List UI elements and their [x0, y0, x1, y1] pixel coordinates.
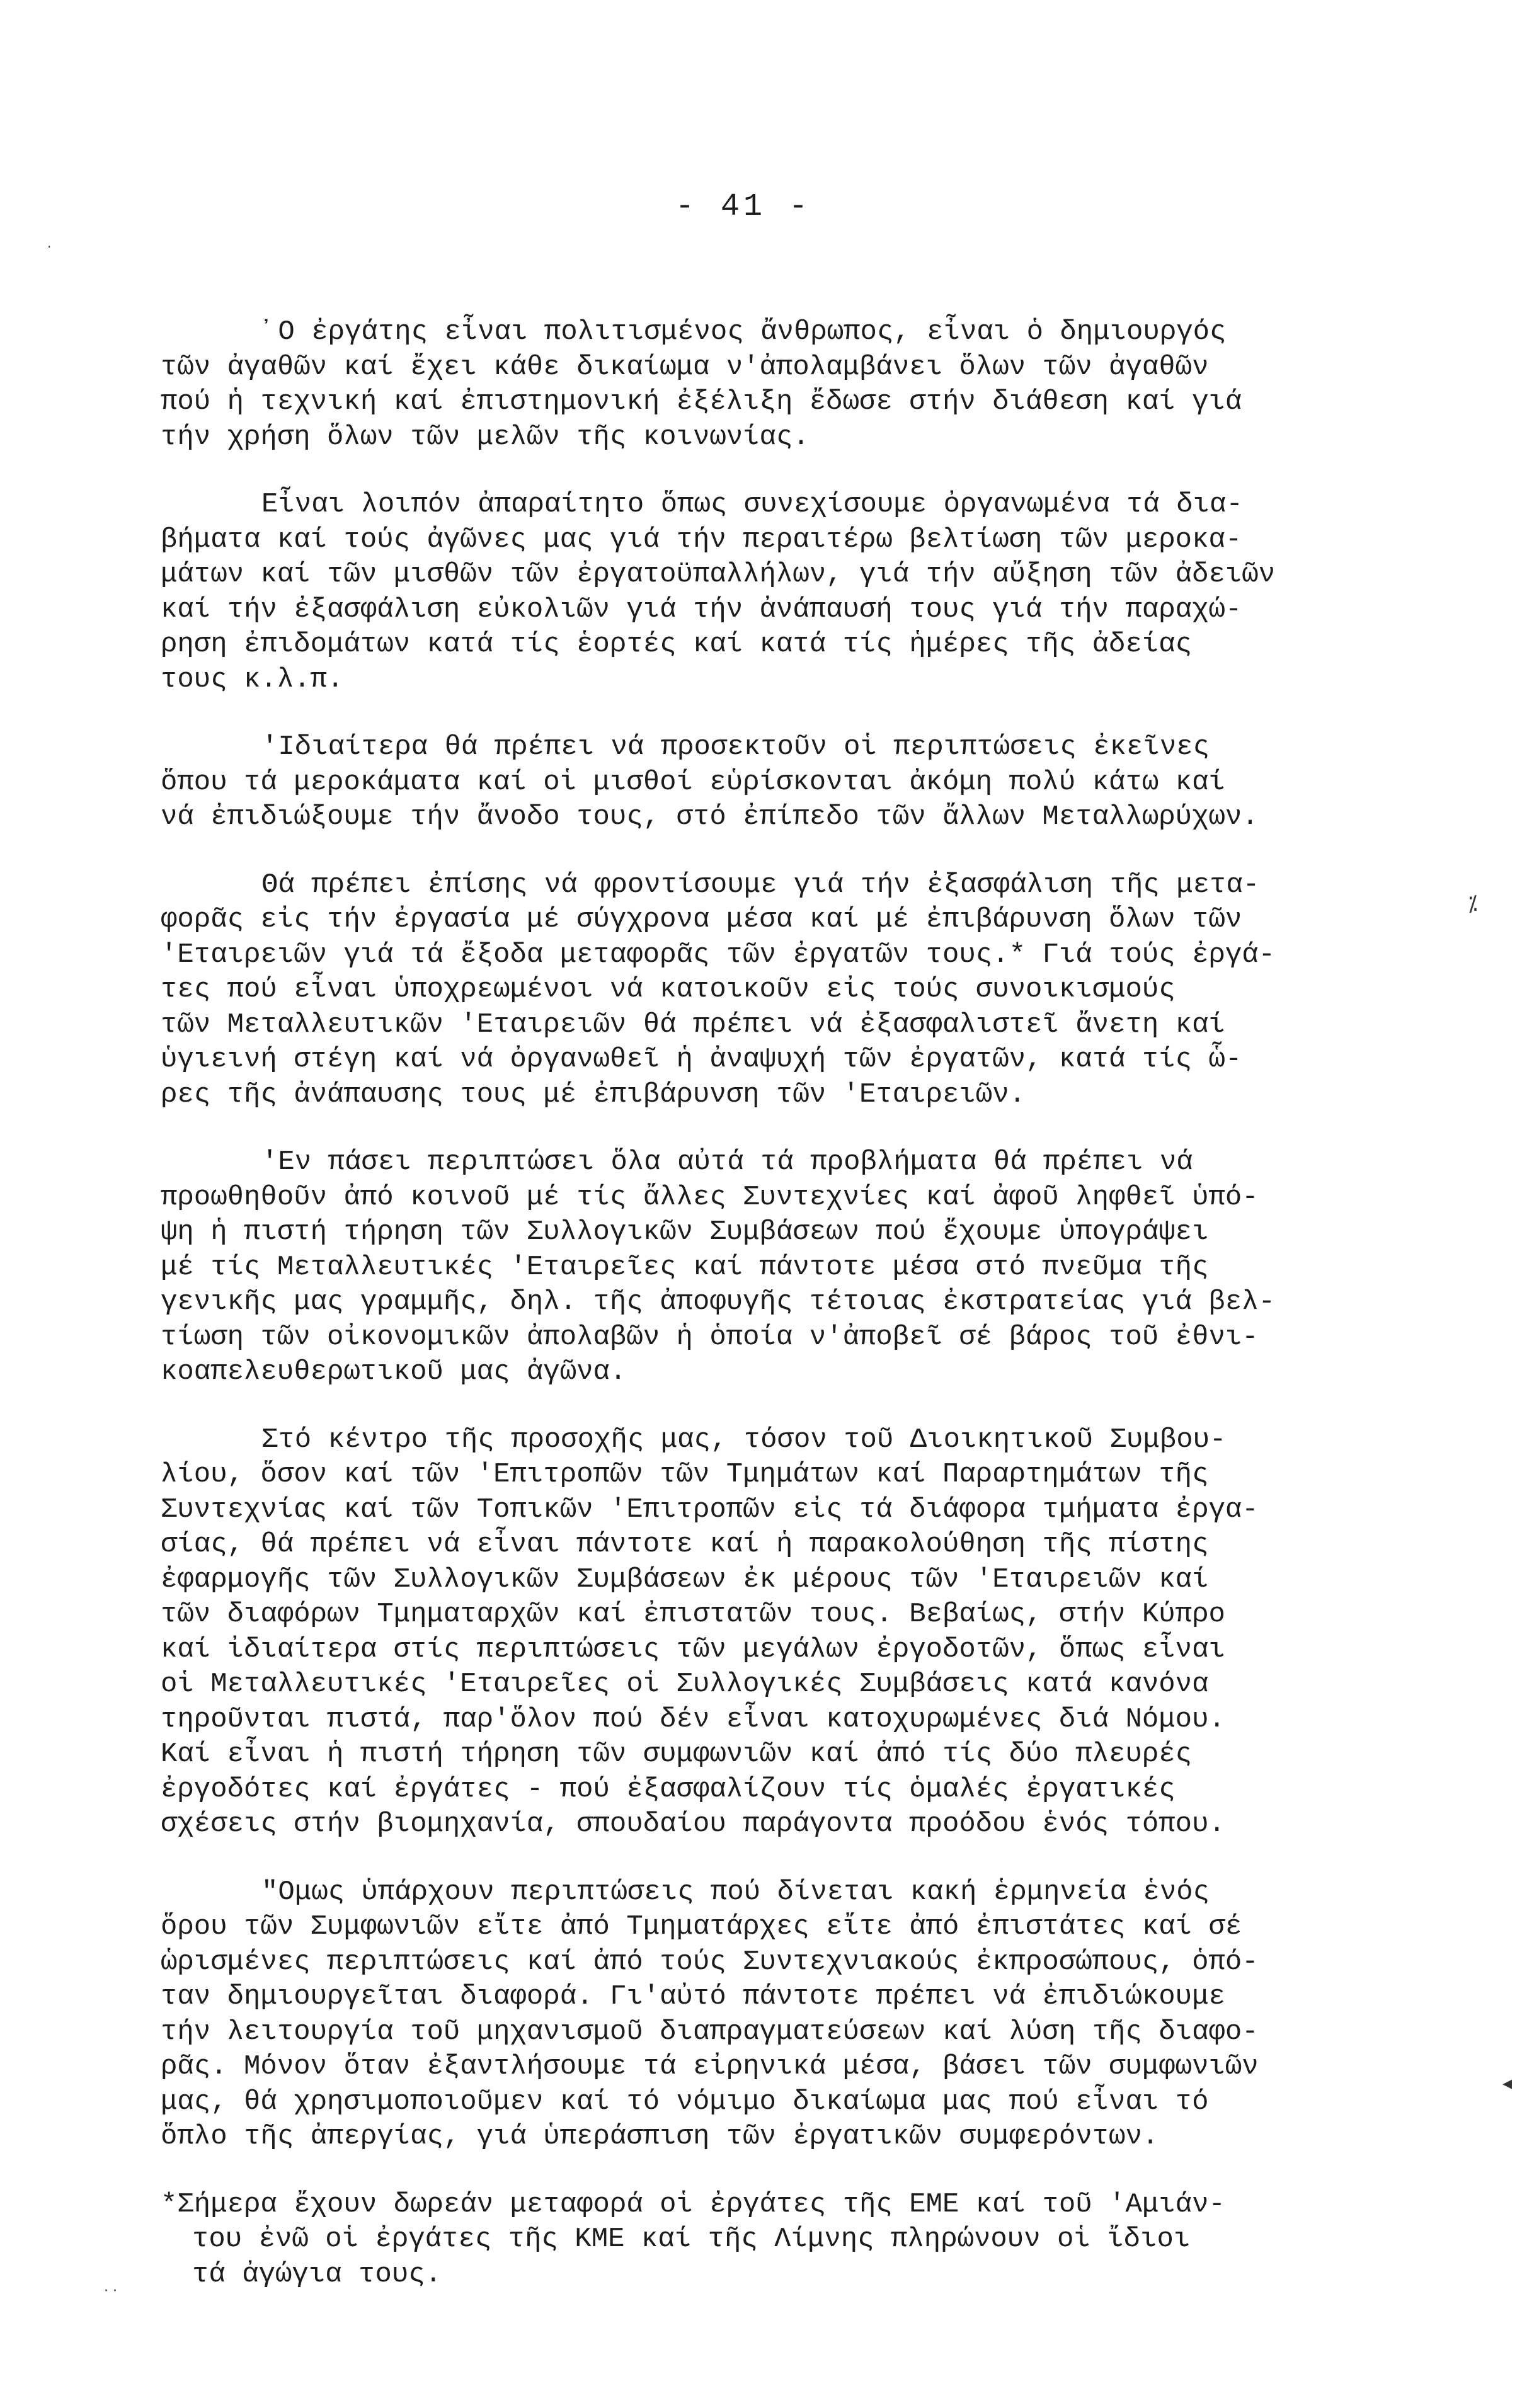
paragraph-5 — [161, 1145, 1458, 1390]
text-line: τήν λειτουργία τοῦ μηχανισμοῦ διαπραγματεύσεων καί λύση τῆς διαφο- — [161, 2016, 1259, 2048]
text-line: καί τήν ἐξασφάλιση εὐκολιῶν γιά τήν ἀνάπαυσή τους γιά τήν παραχώ- — [161, 593, 1242, 625]
text-line: μέ τίς Μεταλλευτικές 'Εταιρεῖες καί πάντοτε μέσα στό πνεῦμα τῆς — [161, 1251, 1209, 1283]
text-line: Εἶναι λοιπόν ἀπαραίτητο ὅπως συνεχίσουμε ὀργανωμένα τά δια- — [261, 489, 1243, 520]
text-line: καί ἰδιαίτερα στίς περιπτώσεις τῶν μεγάλων ἐργοδοτῶν, ὅπως εἶναι — [161, 1633, 1225, 1665]
text-line: 'Εταιρειῶν γιά τά ἔξοδα μεταφορᾶς τῶν ἐργατῶν τους.* Γιά τούς ἐργά- — [161, 939, 1276, 971]
text-line: σίας, θά πρέπει νά εἶναι πάντοτε καί ἡ παρακολούθηση τῆς πίστης — [161, 1529, 1209, 1560]
text-line: ὅπου τά μεροκάματα καί οἱ μισθοί εὑρίσκονται ἀκόμη πολύ κάτω καί — [161, 766, 1225, 798]
text-line: ᾿Ο ἐργάτης εἶναι πολιτισμένος ἄνθρωπος, εἶναι ὁ δημιουργός — [261, 316, 1227, 348]
margin-dot-mark: · · — [104, 2283, 117, 2299]
footnote-line: τά ἀγώγια τους. — [192, 2258, 442, 2290]
text-line: λίου, ὅσον καί τῶν 'Επιτροπῶν τῶν Τμημάτων καί Παραρτημάτων τῆς — [161, 1459, 1209, 1490]
text-line: ψη ἡ πιστή τήρηση τῶν Συλλογικῶν Συμβάσεων πού ἔχουμε ὑπογράψει — [161, 1216, 1209, 1248]
text-line: τῶν Μεταλλευτικῶν 'Εταιρειῶν θά πρέπει νά ἐξασφαλιστεῖ ἄνετη καί — [161, 1008, 1225, 1041]
text-line: μας, θά χρησιμοποιοῦμεν καί τό νόμιμο δικαίωμα μας πού εἶναι τό — [161, 2086, 1209, 2118]
text-line: ἐφαρμογῆς τῶν Συλλογικῶν Συμβάσεων ἐκ μέρους τῶν 'Εταιρειῶν καί — [161, 1563, 1209, 1595]
text-line: νά ἐπιδιώξουμε τήν ἄνοδο τους, στό ἐπίπεδο τῶν ἄλλων Μεταλλωρύχων. — [161, 801, 1259, 833]
text-line: 'Ιδιαίτερα θά πρέπει νά προσεκτοῦν οἱ περιπτώσεις ἐκεῖνες — [261, 731, 1210, 763]
text-line: τῶν ἀγαθῶν καί ἔχει κάθε δικαίωμα ν'ἀπολαμβάνει ὅλων τῶν ἀγαθῶν — [161, 351, 1209, 383]
text-line: ὑγιεινή στέγη καί νά ὀργανωθεῖ ἡ ἀναψυχή τῶν ἐργατῶν, κατά τίς ὧ- — [161, 1044, 1242, 1075]
paragraph-4 — [161, 868, 1458, 1113]
text-line: Καί εἶναι ἡ πιστή τήρηση τῶν συμφωνιῶν καί ἀπό τίς δύο πλευρές — [161, 1738, 1193, 1770]
body-text — [161, 315, 1458, 2292]
text-line: κοαπελευθερωτικοῦ μας ἀγῶνα. — [161, 1356, 627, 1388]
paragraph-1 — [161, 315, 1458, 455]
text-line: τήν χρήση ὅλων τῶν μελῶν τῆς κοινωνίας. — [161, 421, 810, 453]
text-line: "Ομως ὑπάρχουν περιπτώσεις πού δίνεται κακή ἑρμηνεία ἑνός — [261, 1876, 1210, 1908]
text-line: τῶν διαφόρων Τμηματαρχῶν καί ἐπιστατῶν τους. Βεβαίως, στήν Κύπρο — [161, 1599, 1225, 1630]
text-line: Θά πρέπει ἐπίσης νά φροντίσουμε γιά τήν ἐξασφάλιση τῆς μετα- — [261, 869, 1260, 901]
text-line: ταν δημιουργεῖται διαφορά. Γι'αὐτό πάντοτε πρέπει νά ἐπιδιώκουμε — [161, 1981, 1225, 2012]
text-line: οἱ Μεταλλευτικές 'Εταιρεῖες οἱ Συλλογικές Συμβάσεις κατά κανόνα — [161, 1669, 1209, 1700]
text-line: ὅπλο τῆς ἀπεργίας, γιά ὑπεράσπιση τῶν ἐργατικῶν συμφερόντων. — [161, 2121, 1159, 2152]
footnote-line: του ἐνῶ οἱ ἐργάτες τῆς ΚΜΕ καί τῆς Λίμνης πληρώνουν οἱ ἴδιοι — [192, 2223, 1191, 2255]
text-line: ὡρισμένες περιπτώσεις καί ἀπό τούς Συντεχνιακούς ἐκπροσώπους, ὁπό- — [161, 1946, 1259, 1978]
text-line: ὅρου τῶν Συμφωνιῶν εἴτε ἀπό Τμηματάρχες εἴτε ἀπό ἐπιστάτες καί σέ — [161, 1911, 1242, 1943]
text-line: βήματα καί τούς ἀγῶνες μας γιά τήν περαιτέρω βελτίωση τῶν μεροκα- — [161, 523, 1242, 556]
margin-mark: ⁒ — [1468, 891, 1478, 916]
text-line: γενικῆς μας γραμμῆς, δηλ. τῆς ἀποφυγῆς τέτοιας ἐκστρατείας γιά βελ- — [161, 1286, 1276, 1318]
paragraph-3 — [161, 730, 1458, 835]
text-line: ἐργοδότες καί ἐργάτες - πού ἐξασφαλίζουν τίς ὁμαλές ἐργατικές — [161, 1773, 1176, 1805]
footnote — [161, 2188, 1458, 2293]
text-line: ρᾶς. Μόνον ὅταν ἐξαντλήσουμε τά εἰρηνικά μέσα, βάσει τῶν συμφωνιῶν — [161, 2051, 1259, 2082]
text-line: προωθηθοῦν ἀπό κοινοῦ μέ τίς ἄλλες Συντεχνίες καί ἀφοῦ ληφθεῖ ὑπό- — [161, 1181, 1259, 1213]
text-line: τες πού εἶναι ὑποχρεωμένοι νά κατοικοῦν εἰς τούς συνοικισμούς — [161, 974, 1176, 1005]
text-line: μάτων καί τῶν μισθῶν τῶν ἐργατοϋπαλλήλων, γιά τήν αὔξηση τῶν ἀδειῶν — [161, 559, 1276, 590]
text-line: πού ἡ τεχνική καί ἐπιστημονική ἐξέλιξη ἔδωσε στήν διάθεση καί γιά — [161, 386, 1242, 418]
margin-arrow-mark: ◂ — [1502, 2072, 1513, 2094]
margin-dot-mark: · — [47, 239, 52, 254]
text-line: τους κ.λ.π. — [161, 663, 344, 695]
text-line: τίωση τῶν οἰκονομικῶν ἀπολαβῶν ἡ ὁποία ν'ἀποβεῖ σέ βάρος τοῦ ἐθνι- — [161, 1321, 1259, 1353]
text-line: 'Εν πάσει περιπτώσει ὅλα αὐτά τά προβλήματα θά πρέπει νά — [261, 1146, 1193, 1178]
paragraph-6 — [161, 1423, 1458, 1842]
paragraph-2 — [161, 488, 1458, 697]
text-line: ρηση ἐπιδομάτων κατά τίς ἑορτές καί κατά τίς ἡμέρες τῆς ἀδείας — [161, 629, 1193, 660]
text-line: Στό κέντρο τῆς προσοχῆς μας, τόσον τοῦ Διοικητικοῦ Συμβου- — [261, 1424, 1227, 1456]
text-line: ρες τῆς ἀνάπαυσης τους μέ ἐπιβάρυνση τῶν 'Εταιρειῶν. — [161, 1078, 1026, 1110]
text-line: Συντεχνίας καί τῶν Τοπικῶν 'Επιτροπῶν εἰς τά διάφορα τμήματα ἐργα- — [161, 1493, 1259, 1526]
paragraph-7 — [161, 1875, 1458, 2155]
text-line: σχέσεις στήν βιομηχανία, σπουδαίου παράγοντα προόδου ἑνός τόπου. — [161, 1808, 1225, 1840]
text-line: φορᾶς εἰς τήν ἐργασία μέ σύγχρονα μέσα καί μέ ἐπιβάρυνση ὅλων τῶν — [161, 904, 1242, 935]
footnote-line: *Σήμερα ἔχουν δωρεάν μεταφορά οἱ ἐργάτες τῆς ΕΜΕ καί τοῦ 'Αμιάν- — [161, 2188, 1225, 2220]
text-line: τηροῦνται πιστά, παρ'ὅλον πού δέν εἶναι κατοχυρωμένες διά Νόμου. — [161, 1703, 1225, 1735]
page-number: - 41 - — [675, 189, 812, 225]
